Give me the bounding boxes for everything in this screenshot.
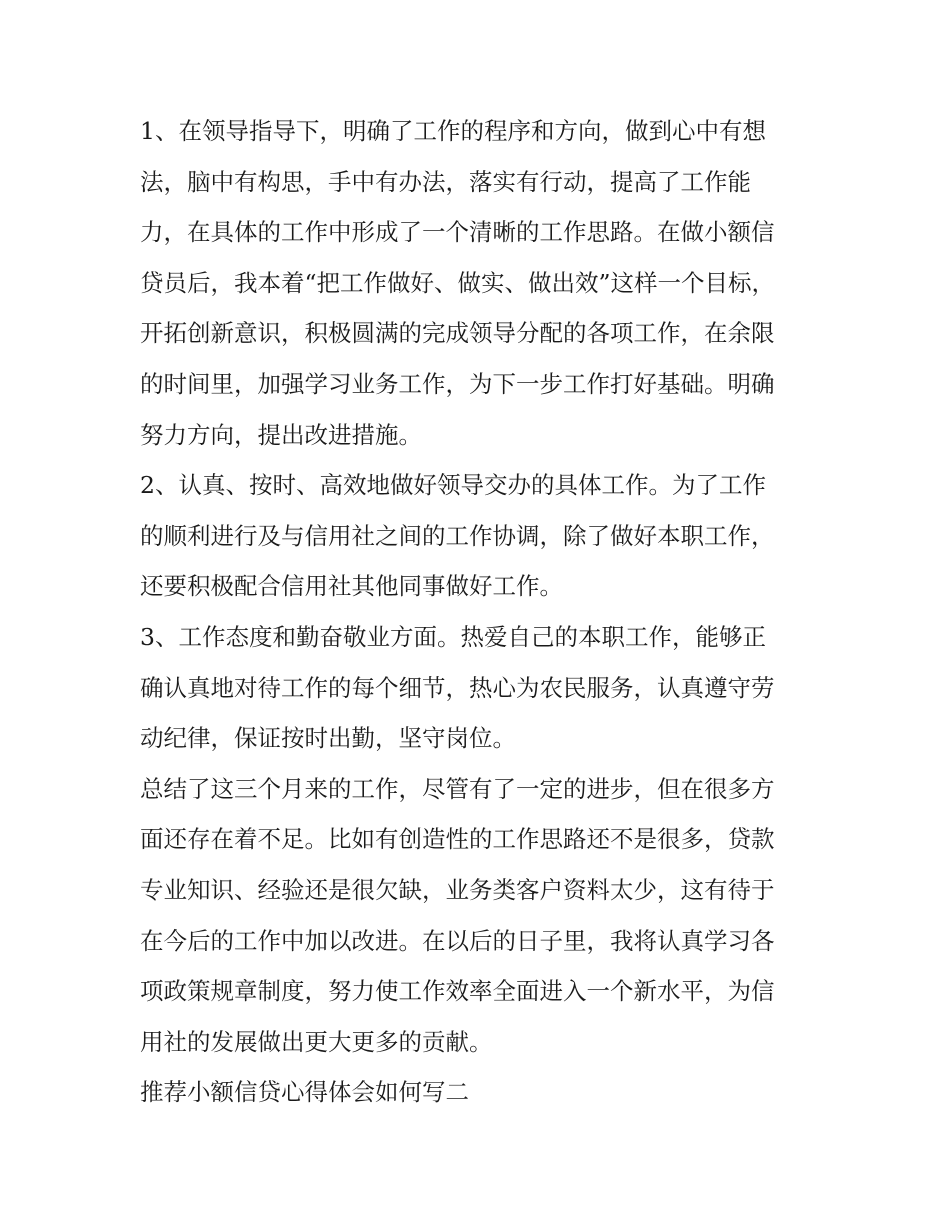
text-line: 法，脑中有构思，手中有办法，落实有行动，提高了工作能 xyxy=(140,167,751,196)
section-heading: 推荐小额信贷心得体会如何写二 xyxy=(140,1078,469,1107)
text-line: 动纪律，保证按时出勤，坚守岗位。 xyxy=(140,724,516,753)
text-line: 2、认真、按时、高效地做好领导交办的具体工作。为了工作 xyxy=(140,471,766,500)
text-line: 1、在领导指导下，明确了工作的程序和方向，做到心中有想 xyxy=(140,117,766,145)
text-line: 3、工作态度和勤奋敬业方面。热爱自己的本职工作，能够正 xyxy=(140,622,766,651)
text-line: 的时间里，加强学习业务工作，为下一步工作打好基础。明确 xyxy=(140,369,775,398)
document-body xyxy=(140,106,820,1118)
text-line: 在今后的工作中加以改进。在以后的日子里，我将认真学习各 xyxy=(140,926,775,955)
text-line: 贷员后，我本着“把工作做好、做实、做出效”这样一个目标， xyxy=(140,268,776,297)
text-line: 还要积极配合信用社其他同事做好工作。 xyxy=(140,572,563,601)
text-line: 努力方向，提出改进措施。 xyxy=(140,420,422,449)
text-line: 力，在具体的工作中形成了一个清晰的工作思路。在做小额信 xyxy=(140,218,775,247)
text-line: 的顺利进行及与信用社之间的工作协调，除了做好本职工作， xyxy=(140,521,775,550)
text-line: 专业知识、经验还是很欠缺，业务类客户资料太少，这有待于 xyxy=(140,875,775,904)
text-line: 确认真地对待工作的每个细节，热心为农民服务，认真遵守劳 xyxy=(140,673,775,702)
text-line: 总结了这三个月来的工作，尽管有了一定的进步，但在很多方 xyxy=(140,774,775,803)
text-line: 开拓创新意识，积极圆满的完成领导分配的各项工作，在余限 xyxy=(140,319,775,348)
text-line: 项政策规章制度，努力使工作效率全面进入一个新水平，为信 xyxy=(140,977,775,1006)
text-line: 用社的发展做出更大更多的贡献。 xyxy=(140,1027,493,1056)
text-line: 面还存在着不足。比如有创造性的工作思路还不是很多，贷款 xyxy=(140,825,775,854)
